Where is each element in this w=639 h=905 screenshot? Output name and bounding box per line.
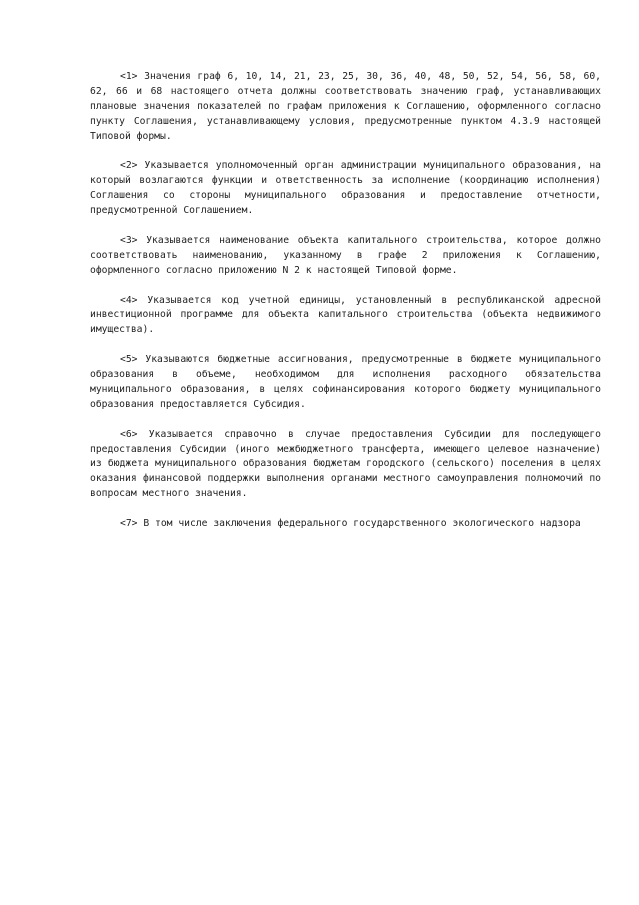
footnote-3: <3> Указывается наименование объекта капитального строительства, которое должно соответствовать наименованию, указанному в графе 2 приложения к Соглашению, оформленного согласно приложению N 2 к настоящей Типовой форме.: [90, 234, 601, 276]
footnote-6: <6> Указывается справочно в случае предоставления Субсидии для последующего предоставления Субсидии (иного межбюджетного трансферта, имеющего целевое назначение) из бюджета муниципального образования бюджетам городского (сельского) поселения в целях оказания финансовой поддержки выполнения органами местного самоуправления полномочий по вопросам местного значения.: [90, 428, 601, 500]
footnote-5: <5> Указываются бюджетные ассигнования, предусмотренные в бюджете муниципального образования в объеме, необходимом для исполнения расходного обязательства муниципального образования, в целях софинансирования которого бюджету муниципального образования предоставляется Субсидия.: [90, 354, 601, 410]
footnote-2: <2> Указывается уполномоченный орган администрации муниципального образования, на который возлагаются функции и ответственность за исполнение (координацию исполнения) Соглашения со стороны муниципального образования и предоставление отчетности, предусмотренной Соглашением.: [90, 160, 601, 217]
footnote-1: <1> Значения граф 6, 10, 14, 21, 23, 25, 30, 36, 40, 48, 50, 52, 54, 56, 58, 60, 62, 66 и 68 настоящего отчета должны соответствовать значению граф, устанавливающих плановые значения показателей по графам приложения к Соглашению, оформленного согласно пункту Соглашения, устанавливающему условия, предусмотренные пунктом 4.3.9 настоящей Типовой формы.: [90, 71, 601, 142]
footnotes-page: [90, 70, 601, 547]
footnote-4: <4> Указывается код учетной единицы, установленный в республиканской адресной инвестиционной программе для объекта капитального строительства (объекта недвижимого имущества).: [90, 294, 601, 336]
footnote-7: <7> В том числе заключения федерального государственного экологического надзора: [120, 518, 581, 530]
